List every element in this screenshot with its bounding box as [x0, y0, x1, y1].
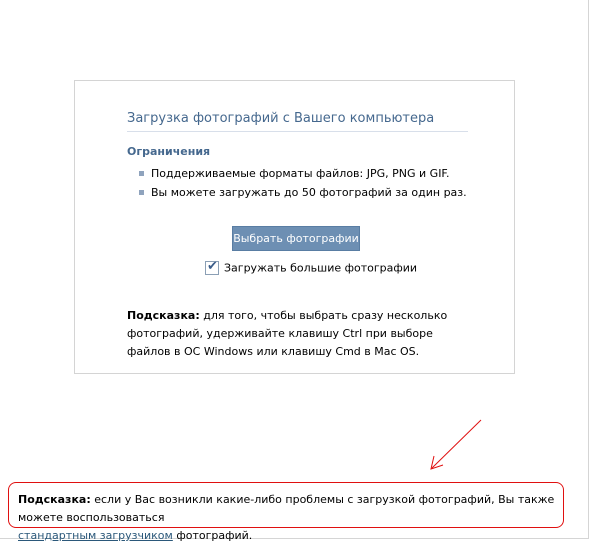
large-photos-label: Загружать большие фотографии	[224, 261, 418, 275]
restrictions-title: Ограничения	[127, 145, 211, 158]
check-icon: ✔	[207, 259, 218, 274]
standard-uploader-link[interactable]: стандартным загрузчиком	[18, 529, 173, 542]
restriction-count: Вы можете загружать до 50 фотографий за один раз.	[151, 186, 467, 199]
hint-label: Подсказка:	[127, 309, 200, 322]
bottom-hint-text: если у Вас возникли какие-либо проблемы с загрузкой фотографий, Вы также можете воспользоваться	[18, 493, 555, 524]
restriction-formats: Поддерживаемые форматы файлов: JPG, PNG и GIF.	[151, 167, 450, 180]
bottom-hint-tail: фотографий.	[172, 529, 253, 542]
bottom-hint-label: Подсказка:	[18, 493, 91, 506]
hint-text: для того, чтобы выбрать сразу несколько фотографий, удерживайте клавишу Ctrl при выборе файлов в ОС Windows или клавишу Cmd в Mac OS.	[127, 309, 448, 358]
bottom-hint	[8, 482, 564, 542]
panel-title: Загрузка фотографий с Вашего компьютера	[127, 111, 468, 132]
select-photos-button[interactable]: Выбрать фотографии	[232, 226, 360, 251]
